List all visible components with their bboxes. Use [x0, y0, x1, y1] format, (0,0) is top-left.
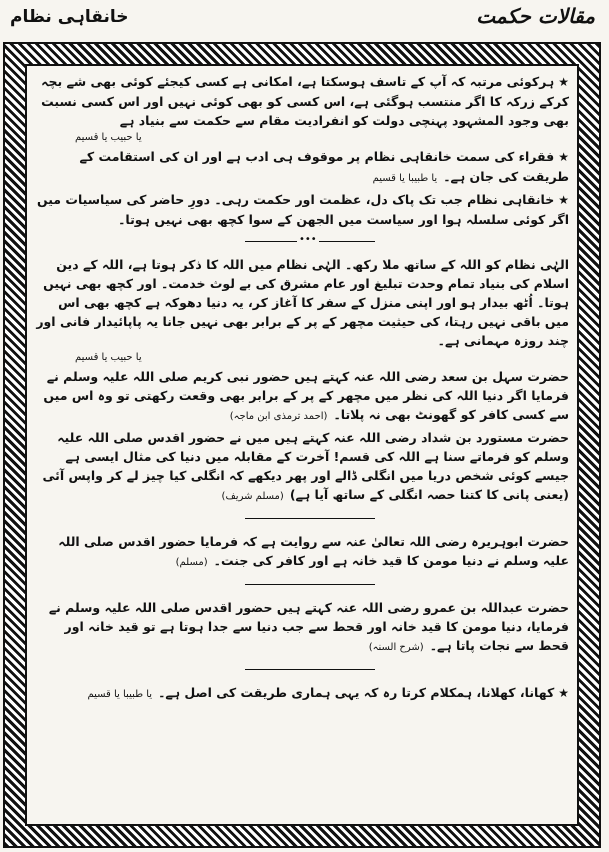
paragraph-text: حضرت ابوہریرہ رضی اللہ تعالیٰ عنہ سے روایت ہے کہ فرمایا حضور اقدس صلی اللہ علیہ وسلم نے دنیا مومن کا قید خانہ ہے اور کافر کی جنت۔ — [58, 534, 569, 568]
paragraph — [35, 72, 569, 130]
paragraph-text: حضرت سہل بن سعد رضی اللہ عنہ کہتے ہیں حضور نبی کریم صلی اللہ علیہ وسلم نے فرمایا اگر دنیا اللہ کی نظر میں مچھر کے پر کے برابر بھی وقعت رکھتی تو وہ اس میں سے کسی کافر کو گھونٹ بھی نہ پلاتا۔ — [43, 369, 569, 422]
paragraph-text: فقراء کی سمت خانقاہی نظام پر موقوف ہی ادب ہے اور ان کی استقامت کے طریقت کی جان ہے۔ — [79, 149, 569, 184]
hadith-reference: (مسلم) — [175, 557, 208, 568]
star-icon: ★ — [558, 75, 569, 89]
paragraph — [35, 367, 569, 426]
star-icon: ★ — [558, 686, 569, 700]
section-divider — [35, 578, 569, 590]
paragraph-text: خانقاہی نظام جب تک پاک دل، عظمت اور حکمت رہی۔ دورِ حاضر کی سیاسیات میں اگر کوئی سلسلہ ہوا اور سیاست میں الجھن کے سوا کچھ بھی نہیں ہوتا۔ — [36, 192, 569, 227]
signature: یا طبیبا یا قسیم — [87, 689, 153, 700]
section-divider — [35, 512, 569, 524]
star-icon: ★ — [558, 150, 569, 164]
signature: یا حبیب یا قسیم — [75, 352, 142, 363]
paragraph-text: حضرت عبداللہ بن عمرو رضی اللہ عنہ کہتے ہیں حضور اقدس صلی اللہ علیہ وسلم نے فرمایا، دنیا مومن کا قید خانہ اور قحط سے جب دنیا سے جدا ہوتا ہے تو قید خانہ اور قحط سے نجات پاتا ہے۔ — [48, 600, 569, 653]
chapter-title: خانقاہی نظام — [10, 7, 129, 27]
decorative-border — [3, 42, 601, 848]
section-divider — [35, 663, 569, 675]
paragraph — [35, 190, 569, 229]
page-header — [0, 0, 609, 42]
paragraph — [35, 255, 569, 350]
paragraph — [35, 428, 569, 506]
page-body — [25, 64, 579, 826]
paragraph-text: کھانا، کھلانا، ہمکلام کرتا رہ کہ یہی ہماری طریقت کی اصل ہے۔ — [158, 685, 555, 700]
hadith-reference: (شرح السنہ) — [368, 642, 424, 653]
star-icon: ★ — [558, 193, 569, 207]
text-column — [35, 72, 569, 818]
paragraph — [35, 598, 569, 657]
paragraph-text: حضرت مستورد بن شداد رضی اللہ عنہ کہتے ہیں میں نے حضور اقدس صلی اللہ علیہ وسلم کو فرماتے سنا ہے اللہ کی قسم! آخرت کے مقابلہ میں دنیا کی مثال ایسی ہے جیسے کوئی شخص دریا میں انگلی ڈالے اور پھر دیکھے کہ انگلی کیا چیز لے کر واپس آئی (یعنی پانی کا کتنا حصہ انگلی کے ساتھ آیا ہے) — [42, 430, 569, 502]
section-divider: ••• — [35, 235, 569, 247]
book-title: مقالات حکمت — [476, 4, 595, 28]
paragraph-text: ہرکوئی مرتبہ کہ آپ کے تاسف ہوسکتا ہے، امکانی ہے کسی کیجئے کوئی بھی شے بچہ کرکے زرکہ کا اگر منتسب ہوگئی ہے، اس کسی کو بھی کوئی نہیں اور اس کسی نسبت بھی وجود المشہود پہنچی دولت کو انفرادیت مقام سے حکمت سے بنیاد ہے — [41, 74, 569, 128]
paragraph — [35, 532, 569, 572]
hadith-reference: (مسلم شریف) — [221, 491, 284, 502]
signature: یا حبیب یا قسیم — [75, 132, 142, 143]
signature: یا طبیبا یا قسیم — [372, 173, 438, 184]
hadith-reference: (احمد ترمذی ابن ماجہ) — [229, 411, 328, 422]
paragraph — [35, 147, 569, 188]
paragraph-text: الہٰی نظام کو اللہ کے ساتھ ملا رکھ۔ الہٰی نظام میں اللہ کا ذکر ہوتا ہے، اللہ کے دین اسلام کی بنیاد تمام وحدت تبلیغ اور عام مشرق کی بے لوث خدمت۔ اور کچھ بھی نہیں ہوتا۔ اُٹھ بیدار ہو اور اپنی منزل کے سفر کا آغاز کر، یہ دنیا دھوکہ ہے کچھ بھی اس میں باقی نہیں رہتا، کی حیثیت مچھر کے پر کے برابر بھی نہیں جانا یہ پاپائیدار فانی اور چند روزہ مہمانی ہے۔ — [36, 257, 569, 348]
paragraph — [35, 683, 569, 704]
